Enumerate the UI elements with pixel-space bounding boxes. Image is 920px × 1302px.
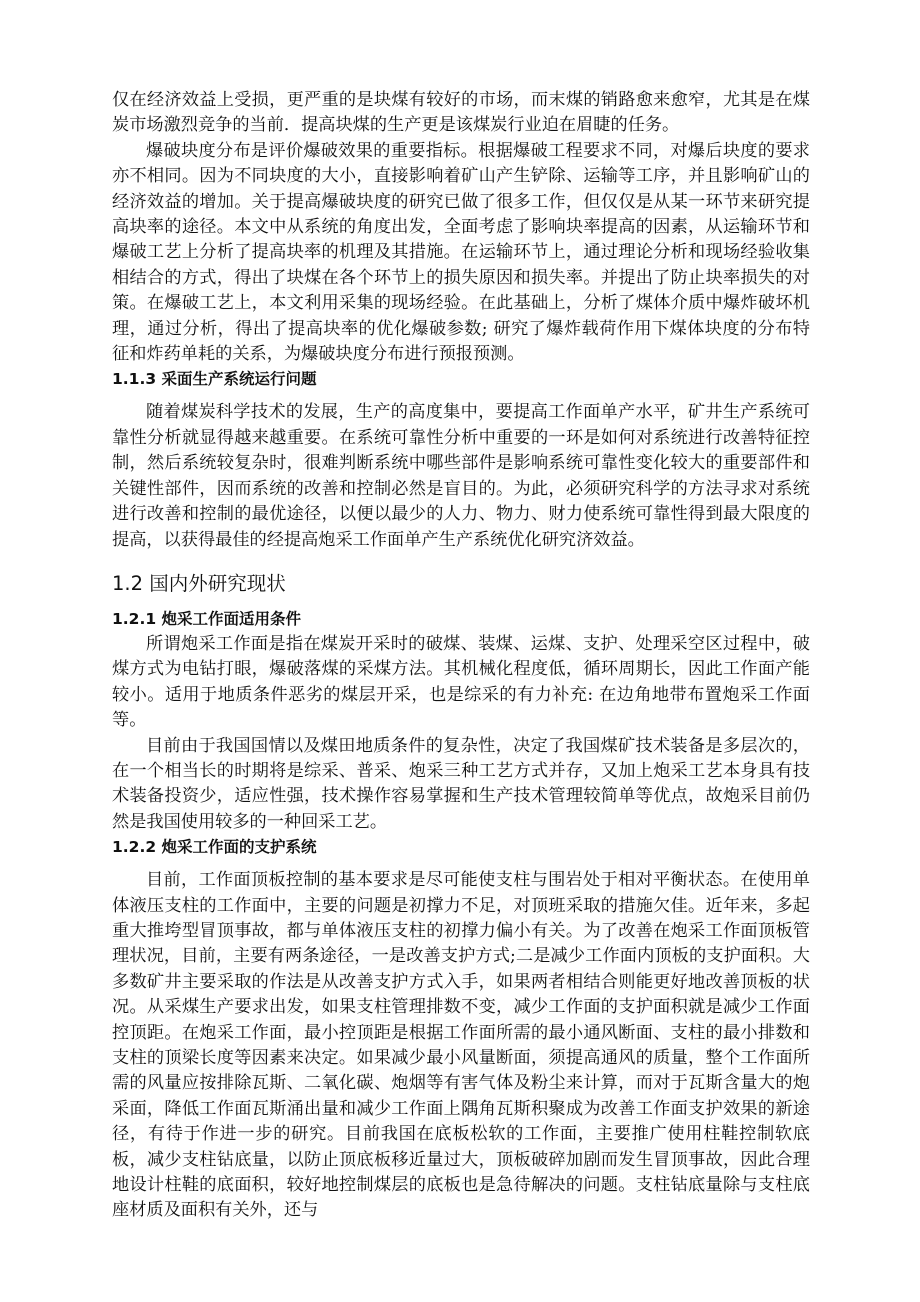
paragraph-support-system: 目前，工作面顶板控制的基本要求是尽可能使支柱与围岩处于相对平衡状态。在使用单体液压支柱的工作面中，主要的问题是初撑力不足，对顶班采取的措施欠佳。近年来，多起重大推垮型冒顶事故，都与单体液压支柱的初撑力偏小有关。为了改善在炮采工作面顶板管理状况，目前，主要有两条途径，一是改善支护方式;二是减少工作面内顶板的支护面积。大多数矿井主要采取的作法是从改善支护方式入手，如果两者相结合则能更好地改善顶板的状况。从采煤生产要求出发，如果支柱管理排数不变，减少工作面的支护面积就是减少工作面控顶距。在炮采工作面，最小控顶距是根据工作面所需的最小通风断面、支柱的最小排数和支柱的顶梁长度等因素来决定。如果减少最小风量断面，须提高通风的质量，整个工作面所需的风量应按排除瓦斯、二氧化碳、炮烟等有害气体及粉尘来计算，而对于瓦斯含量大的炮采面，降低工作面瓦斯涌出量和减少工作面上隅角瓦斯积聚成为改善工作面支护效果的新途径，有待于作进一步的研究。目前我国在底板松软的工作面，主要推广使用柱鞋控制软底板，减少支柱钻底量，以防止顶底板移近量过大，顶板破碎加剧而发生冒顶事故，因此合理地设计柱鞋的底面积，较好地控制煤层的底板也是急待解决的问题。支柱钻底量除与支柱底座材质及面积有关外，还与 [112,870,810,1221]
heading-1-2: 1.2 国内外研究现状 [112,571,286,595]
paragraph-blasting-face-definition: 所谓炮采工作面是指在煤炭开采时的破煤、装煤、运煤、支护、处理采空区过程中，破煤方式为电钻打眼，爆破落煤的采煤方法。其机械化程度低，循环周期长，因此工作面产能较小。适用于地质条件恶劣的煤层开采，也是综采的有力补充: 在边角地带布置炮采工作面等。 [112,633,810,731]
spacer [112,599,810,607]
spacer [112,392,810,400]
spacer [112,860,810,868]
paragraph-national-conditions: 目前由于我国国情以及煤田地质条件的复杂性，决定了我国煤矿技术装备是多层次的，在一个相当长的时期将是综采、普采、炮采三种工艺方式并存，又加上炮采工艺本身具有技术装备投资少，适应性强，技术操作容易掌握和生产技术管理较简单等优点，故炮采目前仍然是我国使用较多的一种回采工艺。 [112,735,810,832]
paragraph-blasting-fragmentation: 爆破块度分布是评价爆破效果的重要指标。根据爆破工程要求不同，对爆后块度的要求亦不相同。因为不同块度的大小，直接影响着矿山产生铲除、运输等工序，并且影响矿山的经济效益的增加。关于提高爆破块度的研究已做了很多工作，但仅仅是从某一环节来研究提高块率的途径。本文中从系统的角度出发，全面考虑了影响块率提高的因素，从运输环节和爆破工艺上分析了提高块率的机理及其措施。在运输环节上，通过理论分析和现场经验收集相结合的方式，得出了块煤在各个环节上的损失原因和损失率。并提出了防止块率损失的对策。在爆破工艺上，本文利用采集的现场经验。在此基础上，分析了煤体介质中爆炸破坏机理，通过分析，得出了提高块率的优化爆破参数; 研究了爆炸载荷作用下煤体块度的分布特征和炸药单耗的关系，为爆破块度分布进行预报预测。 [112,140,810,365]
paragraph-system-reliability: 随着煤炭科学技术的发展，生产的高度集中，要提高工作面单产水平，矿井生产系统可靠性分析就显得越来越重要。在系统可靠性分析中重要的一环是如何对系统进行改善特征控制，然后系统较复杂时，很难判断系统中哪些部件是影响系统可靠性变化较大的重要部件和关键性部件，因而系统的改善和控制必然是盲目的。为此，必须研究科学的方法寻求对系统进行改善和控制的最优途径，以便以最少的人力、物力、财力使系统可靠性得到最大限度的提高，以获得最佳的经提高炮采工作面单产生产系统优化研究济效益。 [112,402,810,550]
paragraph-intro-continued: 仅在经济效益上受损，更严重的是块煤有较好的市场，而末煤的销路愈来愈窄，尤其是在煤炭市场激烈竞争的当前．提高块煤的生产更是该煤炭行业迫在眉睫的任务。 [112,90,810,136]
spacer [112,553,810,569]
heading-1-1-3: 1.1.3 采面生产系统运行问题 [112,370,317,389]
heading-1-2-2: 1.2.2 炮采工作面的支护系统 [112,838,317,857]
heading-1-2-1: 1.2.1 炮采工作面适用条件 [112,609,302,628]
